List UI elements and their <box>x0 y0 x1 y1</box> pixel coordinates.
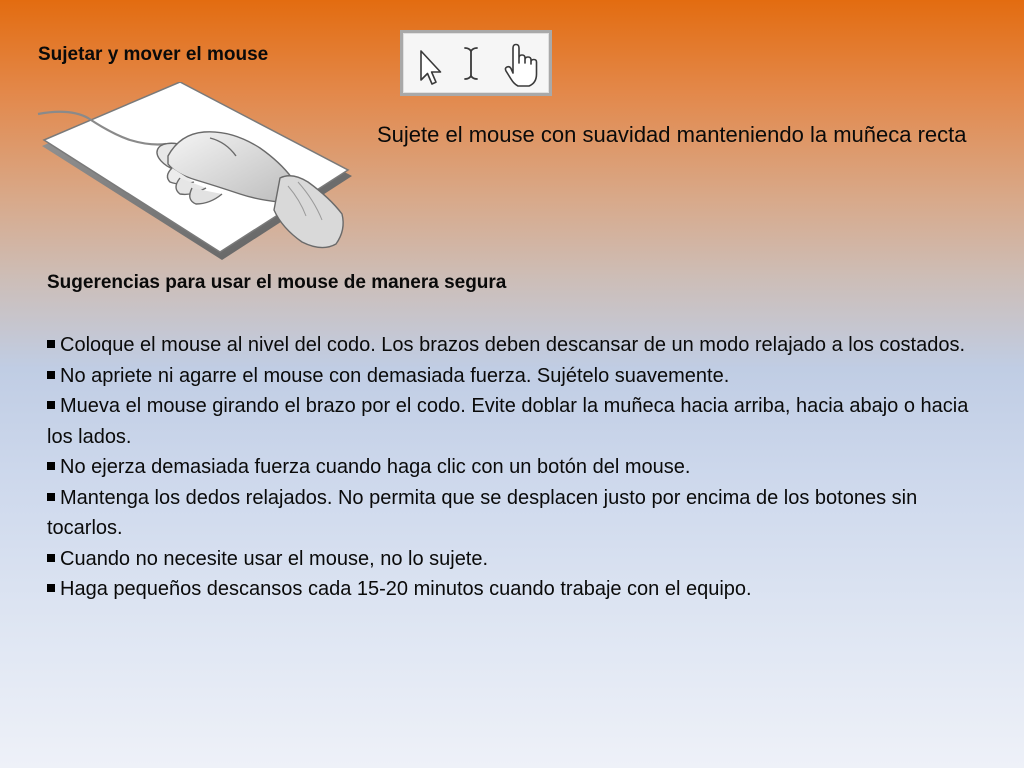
list-item-text: No ejerza demasiada fuerza cuando haga clic con un botón del mouse. <box>60 456 691 478</box>
intro-text: Sujete el mouse con suavidad manteniendo la muñeca recta <box>377 122 967 147</box>
hand-on-mouse-pad-illustration <box>30 82 360 272</box>
list-item-text: Haga pequeños descansos cada 15-20 minutos cuando trabaje con el equipo. <box>60 578 752 600</box>
arrow-pointer-icon <box>421 51 441 84</box>
tips-heading: Sugerencias para usar el mouse de manera segura <box>47 272 507 293</box>
text-ibeam-icon <box>465 48 477 79</box>
list-item <box>47 452 987 483</box>
list-item <box>47 574 987 605</box>
square-bullet-icon <box>47 340 55 348</box>
list-item <box>47 544 987 575</box>
square-bullet-icon <box>47 462 55 470</box>
list-item <box>47 361 987 392</box>
cursor-types-panel <box>400 30 552 96</box>
slide-title: Sujetar y mover el mouse <box>38 44 269 65</box>
list-item-text: Coloque el mouse al nivel del codo. Los brazos deben descansar de un modo relajado a los costados. <box>60 334 966 356</box>
list-item-text: No apriete ni agarre el mouse con demasiada fuerza. Sujételo suavemente. <box>60 364 730 387</box>
list-item <box>47 483 987 544</box>
square-bullet-icon <box>47 493 55 501</box>
list-item-text: Mueva el mouse girando el brazo por el codo. Evite doblar la muñeca hacia arriba, hacia abajo o hacia los lados. <box>47 395 969 448</box>
list-item-text: Cuando no necesite usar el mouse, no lo sujete. <box>60 547 489 570</box>
list-item <box>47 391 987 452</box>
list-item <box>47 330 987 361</box>
tips-list <box>47 330 987 605</box>
square-bullet-icon <box>47 371 55 379</box>
square-bullet-icon <box>47 554 55 562</box>
square-bullet-icon <box>47 584 55 592</box>
hand-pointer-icon <box>505 45 536 87</box>
square-bullet-icon <box>47 401 55 409</box>
list-item-text: Mantenga los dedos relajados. No permita que se desplacen justo por encima de los botones sin tocarlos. <box>47 486 918 539</box>
